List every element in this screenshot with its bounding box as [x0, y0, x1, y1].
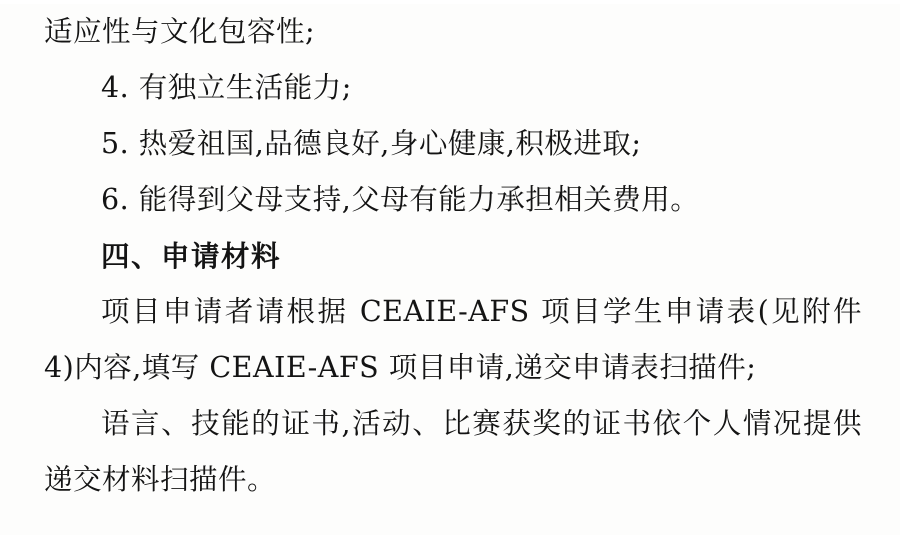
- paragraph-certificates: 语言、技能的证书,活动、比赛获奖的证书依个人情况提供递交材料扫描件。: [44, 407, 862, 496]
- list-item-4: 4. 有独立生活能力;: [101, 71, 352, 104]
- paragraph-application-form: 项目申请者请根据 CEAIE-AFS 项目学生申请表(见附件 4)内容,填写 CEAIE-AFS 项目申请,递交申请表扫描件;: [44, 295, 872, 384]
- document-page: [0, 4, 900, 535]
- paragraph-continuation-adaptability: 适应性与文化包容性;: [44, 15, 316, 48]
- list-item-5: 5. 热爱祖国,品德良好,身心健康,积极进取;: [101, 127, 642, 160]
- section-heading-four: 四、申请材料: [101, 239, 282, 273]
- document-body: [0, 4, 900, 508]
- list-item-6: 6. 能得到父母支持,父母有能力承担相关费用。: [101, 183, 700, 216]
